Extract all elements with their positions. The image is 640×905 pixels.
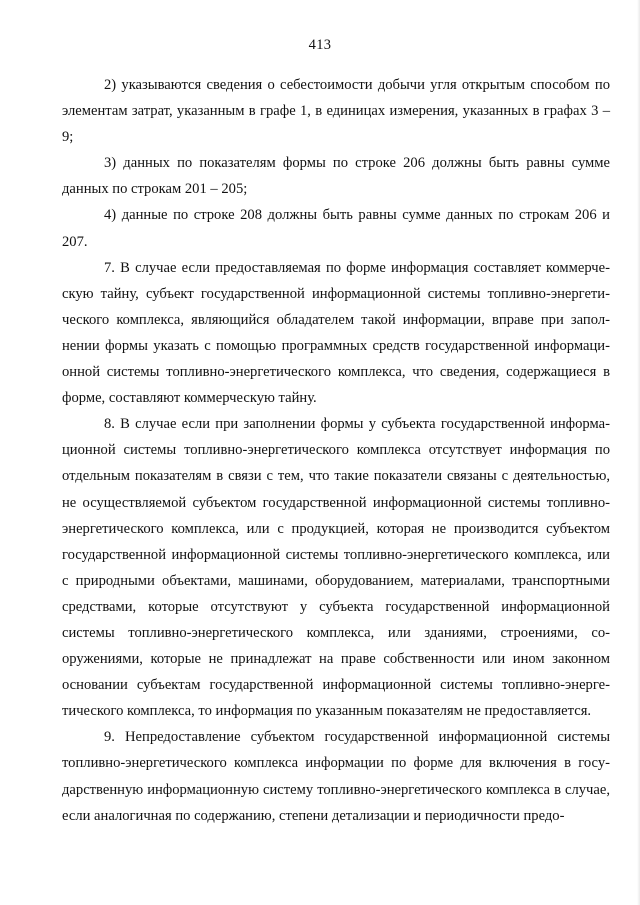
paragraph-section-9: 9. Непредоставление субъектом государственной информационной системы топливно-энергетического комплекса информации по форме для включения в государственную информационную систему топливно-энергетического комплекса в случае, если аналогичная по содержанию, степени детализации и периодичности предо- <box>62 729 610 824</box>
document-body <box>62 72 610 829</box>
paragraph-item-3: 3) данных по показателям формы по строке 206 должны быть равны сумме данных по строкам 201 – 205; <box>62 155 610 198</box>
page-number: 413 <box>308 37 332 53</box>
paragraph-item-4: 4) данные по строке 208 должны быть равны сумме данных по строкам 206 и 207. <box>62 207 610 250</box>
paragraph-section-7: 7. В случае если предоставляемая по форме информация составляет коммерческую тайну, субъект государственной информационной системы топливно-энергетического комплекса, являющийся обладателем такой информации, вправе при заполнении формы указать с помощью программных средств государственной информационной системы топливно-энергетического комплекса, что сведения, содержащиеся в форме, составляют коммерческую тайну. <box>62 259 610 407</box>
paragraph-item-2: 2) указываются сведения о себестоимости добычи угля открытым способом по элементам затрат, указанным в графе 1, в единицах измерения, указанных в графах 3 – 9; <box>62 77 610 146</box>
paragraph-section-8: 8. В случае если при заполнении формы у субъекта государственной информационной системы топливно-энергетического комплекса отсутствует информация по отдельным показателям в связи с тем, что такие показатели связаны с деятельностью, не осуществляемой субъектом государственной информационной системы топливно-энергетического комплекса, или с продукцией, которая не производится субъектом государственной информационной системы топливно-энергетического комплекса, или с природными объектами, машинами, оборудованием, материалами, транспортными средствами, которые отсутствуют у субъекта государственной информационной системы топливно-энергетического комплекса, или зданиями, строениями, сооружениями, которые не принадлежат на праве собственности или ином законном основании субъектам государственной информационной системы топливно-энергетического комплекса, то информация по указанным показателям не предоставляется. <box>62 416 610 720</box>
